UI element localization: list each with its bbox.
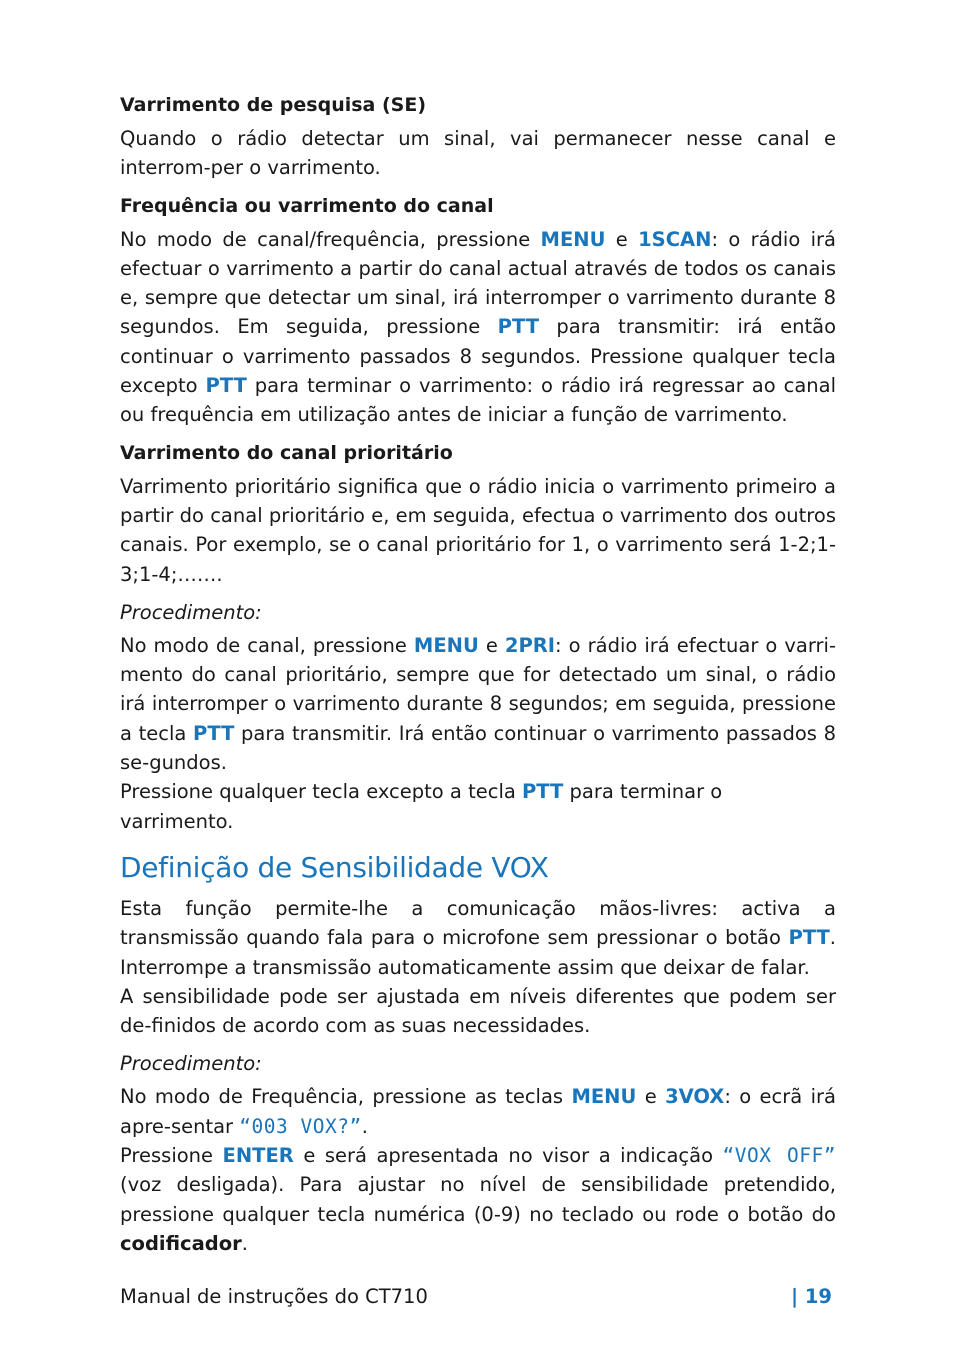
- heading-scan-search: Varrimento de pesquisa (SE): [120, 94, 427, 116]
- section-title-vox: Definição de Sensibilidade VOX: [120, 850, 549, 884]
- key-2pri: 2PRI: [504, 633, 556, 657]
- key-menu: MENU: [571, 1085, 637, 1109]
- key-menu: MENU: [413, 633, 479, 657]
- footer-manual-title: Manual de instruções do CT710: [120, 1285, 428, 1308]
- paragraph-frequency-scan: No modo de canal/frequência, pressione MENU e 1SCAN: o rádio irá efectuar o varrimento a partir do canal actual através de todos os canais e, sempre que detectar um sinal, irá interromper o varrimento durante 8 segundos. Em seguida, pressione PTT para transmitir: irá então continuar o varrimento passados 8 segundos. Pressione qualquer tecla excepto PTT para terminar o varrimento: o rádio irá regressar ao canal ou frequência em utilização antes de iniciar a função de varrimento.: [120, 227, 836, 427]
- paragraph-priority-procedure: No modo de canal, pressione MENU e 2PRI: o rádio irá efectuar o varri-mento do canal prioritário, sempre que for detectado um sinal, o rádio irá interromper o varrimento durante 8 segundos; em seguida, pressione a tecla PTT para transmitir. Irá então continuar o varrimento passados 8 se-gundos.: [120, 633, 837, 775]
- page-number: | 19: [790, 1285, 832, 1308]
- paragraph-scan-search: Quando o rádio detectar um sinal, vai permanecer nesse canal e interrom-per o varrimento.: [120, 127, 836, 180]
- key-ptt: PTT: [788, 926, 830, 950]
- paragraph-vox-intro: Esta função permite-lhe a comunicação mãos-livres: activa a transmissão quando fala para o microfone sem pressionar o botão PTT. Interrompe a transmissão automaticamente assim que deixar de falar.: [120, 896, 836, 979]
- key-ptt: PTT: [497, 315, 539, 339]
- paragraph-priority-terminate: Pressione qualquer tecla excepto a tecla PTT para terminar o varrimento.: [120, 780, 723, 833]
- key-enter: ENTER: [222, 1144, 294, 1168]
- lcd-text-vox-off: “VOX OFF”: [722, 1144, 836, 1168]
- key-3vox: 3VOX: [665, 1085, 725, 1109]
- procedure-label: Procedimento:: [120, 600, 262, 624]
- heading-priority-scan: Varrimento do canal prioritário: [120, 441, 453, 464]
- paragraph-priority-scan: Varrimento prioritário significa que o rádio inicia o varrimento primeiro a partir do canal prioritário e, em seguida, efectua o varrimento dos outros canais. Por exemplo, se o canal prioritário for 1, o varrimento será 1-2;1-3;1-4;…….: [120, 474, 836, 586]
- paragraph-vox-procedure: No modo de Frequência, pressione as teclas MENU e 3VOX: o ecrã irá apre-sentar “003 VOX?”.: [120, 1085, 836, 1138]
- key-ptt: PTT: [205, 374, 247, 398]
- term-encoder: codificador: [120, 1231, 242, 1255]
- procedure-label: Procedimento:: [120, 1052, 262, 1076]
- key-ptt: PTT: [193, 721, 235, 745]
- paragraph-vox-sensitivity: A sensibilidade pode ser ajustada em níveis diferentes que podem ser de-finidos de acordo com as suas necessidades.: [120, 984, 836, 1038]
- paragraph-vox-enter: Pressione ENTER e será apresentada no visor a indicação “VOX OFF” (voz desligada). Para ajustar no nível de sensibilidade pretendido, pressione qualquer tecla numérica (0-9) no teclado ou rode o botão do codificador.: [120, 1144, 836, 1255]
- heading-frequency-scan: Frequência ou varrimento do canal: [120, 194, 494, 217]
- key-1scan: 1SCAN: [638, 227, 712, 251]
- key-menu: MENU: [540, 227, 606, 251]
- key-ptt: PTT: [522, 780, 564, 804]
- page-content: [120, 91, 836, 1258]
- lcd-text-003-vox: “003 VOX?”: [239, 1114, 362, 1138]
